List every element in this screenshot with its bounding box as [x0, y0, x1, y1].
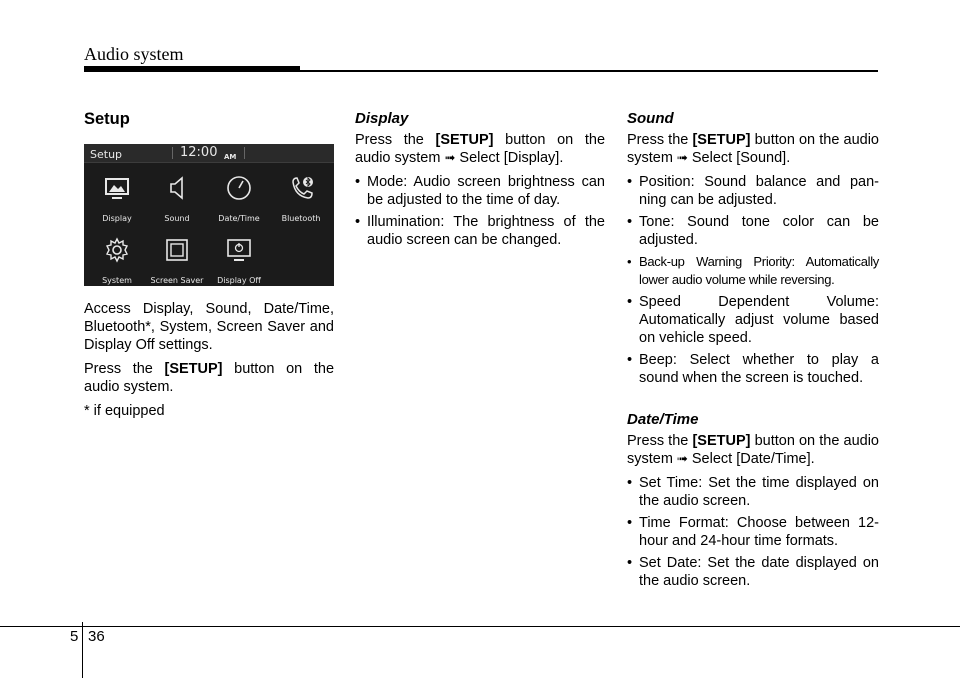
header-rule-thick — [84, 66, 300, 72]
tile-system — [86, 232, 148, 292]
setup-instruction: Press the [SETUP] button on the audio system. — [84, 361, 335, 395]
gear-icon — [103, 236, 131, 264]
arrow-icon: ➟ — [444, 150, 456, 165]
tile-sound — [146, 170, 208, 230]
arrow-icon: ➟ — [676, 150, 688, 165]
display-options-list — [355, 173, 605, 249]
datetime-instruction: Press the [SETUP] button on the audio system ➟ Select [Date/Time]. — [627, 433, 879, 467]
setup-description: Access Display, Sound, Date/Time, Bluetooth*, System, Screen Saver and Display Off settings. — [84, 301, 334, 353]
tile-bluetooth — [270, 170, 332, 230]
setup-button-ref: [SETUP] — [435, 132, 494, 148]
setup-button-ref: [SETUP] — [164, 361, 223, 377]
tile-display — [86, 170, 148, 230]
display-icon — [103, 174, 131, 202]
column-display — [355, 110, 605, 255]
section-heading-display: Display — [355, 110, 409, 127]
footer-divider — [82, 622, 83, 678]
screen-clock: 12:00 — [180, 145, 218, 160]
section-heading-datetime: Date/Time — [627, 411, 699, 428]
setup-button-ref: [SETUP] — [692, 433, 751, 449]
tile-screen-saver — [146, 232, 208, 292]
list-item: • Position: Sound balance and pan-ning can be adjusted. — [627, 174, 879, 208]
screen-divider — [244, 147, 245, 159]
bluetooth-phone-icon — [287, 174, 315, 202]
arrow-icon: ➟ — [676, 451, 688, 466]
tile-label: Bluetooth — [281, 214, 321, 223]
screen-title: Setup — [90, 148, 123, 161]
header-title: Audio system — [84, 44, 184, 64]
list-item: • Beep: Select whether to play a sound when the screen is touched. — [627, 352, 879, 386]
list-item: • Set Date: Set the date displayed on the audio screen. — [627, 555, 879, 589]
setup-screen-image — [84, 144, 334, 286]
column-sound-datetime — [627, 110, 879, 596]
list-item: • Time Format: Choose between 12-hour and 24-hour time formats. — [627, 515, 879, 549]
sound-options-list — [627, 173, 879, 387]
screen-ampm: AM — [224, 153, 237, 161]
list-item: • Illumination: The brightness of the audio screen can be changed. — [355, 214, 605, 248]
display-instruction: Press the [SETUP] button on the audio system ➟ Select [Display]. — [355, 132, 606, 166]
column-setup — [84, 110, 334, 426]
display-off-icon — [225, 236, 253, 264]
speaker-icon — [163, 174, 191, 202]
screen-divider — [172, 147, 173, 159]
list-item: • Back-up Warning Priority: Automatically lower audio volume while reversing. — [627, 254, 879, 287]
list-item: • Speed Dependent Volume: Automatically adjust volume based on vehicle speed. — [627, 294, 879, 346]
tile-label: System — [102, 276, 132, 285]
page-number: 36 — [88, 628, 105, 645]
setup-button-ref: [SETUP] — [692, 132, 751, 148]
tile-display-off — [208, 232, 270, 292]
clock-icon — [225, 174, 253, 202]
datetime-options-list — [627, 474, 879, 590]
tile-label: Display — [102, 214, 132, 223]
section-heading-sound: Sound — [627, 110, 674, 127]
tile-label: Date/Time — [218, 214, 260, 223]
section-heading-setup: Setup — [84, 110, 130, 128]
sound-instruction: Press the [SETUP] button on the audio system ➟ Select [Sound]. — [627, 132, 879, 166]
list-item: • Tone: Sound tone color can be adjusted. — [627, 214, 879, 248]
list-item: • Mode: Audio screen brightness can be adjusted to the time of day. — [355, 174, 605, 208]
tile-datetime — [208, 170, 270, 230]
tile-label: Screen Saver — [150, 276, 204, 285]
tile-label: Display Off — [217, 276, 261, 285]
tile-label: Sound — [164, 214, 190, 223]
list-item: • Set Time: Set the time displayed on the audio screen. — [627, 475, 879, 509]
chapter-number: 5 — [70, 628, 79, 645]
footnote: * if equipped — [84, 403, 165, 419]
screen-saver-icon — [163, 236, 191, 264]
footer-rule — [0, 626, 960, 627]
header-rule-thin — [300, 70, 878, 72]
